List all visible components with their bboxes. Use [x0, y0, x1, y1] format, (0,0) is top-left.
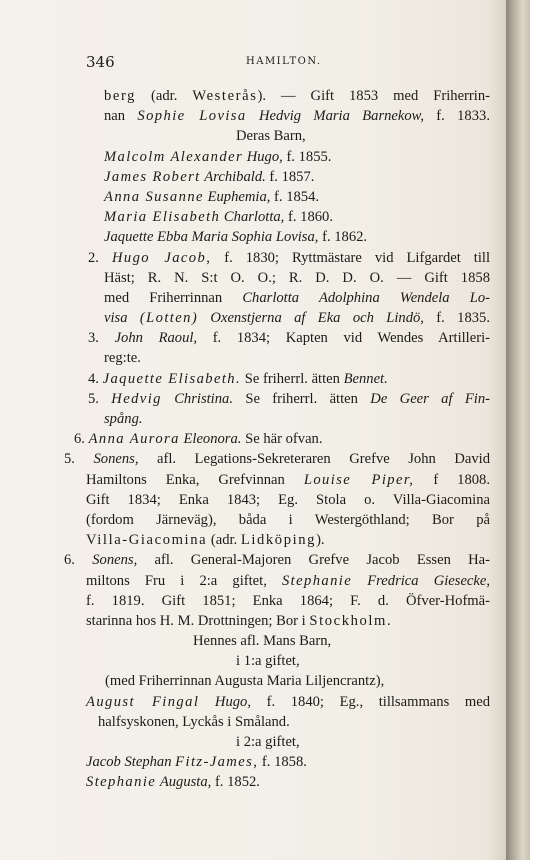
text-run: Sophie Lovisa	[137, 108, 247, 125]
text-run: Charlotta,	[223, 209, 285, 226]
text-run: f. 1830; Ryttmästare vid Lifgardet till	[211, 249, 490, 266]
text-run: med Friherrinnan	[104, 289, 243, 306]
text-line	[64, 752, 490, 772]
text-run: Se friherrl. ätten	[232, 390, 371, 407]
text-run: f. 1835.	[423, 310, 490, 327]
text-line	[64, 147, 490, 167]
text-run: Se här ofvan.	[241, 431, 323, 448]
text-run: Christina.	[174, 390, 233, 407]
text-line	[64, 429, 490, 449]
text-run: i 1:a giftet,	[236, 653, 300, 670]
text-run: reg:te.	[104, 350, 141, 367]
text-line	[64, 550, 490, 570]
text-run: f. 1840; Eg., tillsammans med	[251, 693, 490, 710]
text-run: (adr.	[207, 532, 241, 549]
text-run: Stephanie	[86, 774, 157, 791]
background-margin	[530, 0, 551, 860]
running-title: HAMILTON.	[246, 56, 322, 67]
text-run: f. 1852.	[211, 774, 260, 791]
text-run: miltons Fru i 2:a giftet,	[86, 572, 282, 589]
text-run: (fordom Järneväg), båda i Westergöthland; Bor på	[86, 511, 490, 528]
text-line	[64, 772, 490, 792]
page-header	[80, 53, 490, 73]
text-run: Jaquette Elisabeth.	[102, 370, 242, 387]
text-line	[64, 651, 490, 671]
text-run: Hedvig	[111, 390, 162, 407]
text-run: Oxenstjerna af Eka och Lindö,	[210, 310, 424, 327]
text-run: visa	[104, 310, 140, 327]
text-line	[64, 248, 490, 268]
text-run: f. 1858.	[258, 754, 307, 771]
text-line	[64, 449, 490, 469]
text-run: ). — Gift 1853 med Friherrin-	[257, 88, 490, 104]
text-run: (Lotten)	[139, 310, 199, 327]
text-run: f. 1819. Gift 1851; Enka 1864; F. d. Öfver-Hofmä-	[86, 592, 490, 609]
text-run	[352, 573, 367, 589]
text-line	[64, 571, 490, 591]
text-run: Häst; R. N. S:t O. O.; R. D. D. O. — Gift 1858	[104, 269, 490, 286]
text-run: Stockholm	[309, 612, 388, 629]
text-line	[64, 631, 490, 651]
text-line	[64, 369, 490, 389]
text-line	[64, 106, 490, 126]
text-run: Anna Aurora	[88, 431, 180, 448]
text-line	[64, 732, 490, 752]
text-run: f. 1860.	[284, 209, 333, 226]
text-run	[198, 310, 210, 326]
text-line	[64, 530, 490, 550]
text-line	[64, 227, 490, 247]
text-line	[64, 591, 490, 611]
text-run: Hugo,	[214, 693, 251, 710]
text-run: (med Friherrinnan Augusta Maria Liljencrantz),	[105, 673, 385, 690]
text-line	[64, 288, 490, 308]
text-run: f 1808.	[414, 471, 490, 488]
text-run: 6.	[74, 431, 89, 448]
text-run: Villa-Giacomina	[86, 532, 208, 549]
text-run: Bennet.	[343, 370, 388, 387]
text-line	[64, 470, 490, 490]
page-body	[64, 86, 490, 793]
text-run: Sonens,	[92, 552, 138, 569]
text-line	[64, 490, 490, 510]
text-run	[162, 391, 174, 407]
text-run: Stephanie	[281, 572, 353, 589]
text-run: f. 1855.	[282, 148, 332, 165]
text-line	[64, 409, 490, 429]
text-run: starinna hos H. M. Drottningen; Bor i	[86, 612, 310, 629]
text-run: 5.	[64, 451, 94, 468]
text-line	[64, 86, 490, 106]
text-line	[64, 510, 490, 530]
text-run: Louise Piper,	[303, 471, 415, 488]
text-line	[64, 187, 490, 207]
text-run: (adr.	[136, 88, 193, 104]
text-run: f. 1833.	[423, 108, 490, 125]
text-run: Hedvig Maria Barnekow,	[258, 108, 424, 125]
text-line	[64, 328, 490, 348]
text-run: afl. General-Majoren Grefve Jacob Essen Ha-	[137, 552, 491, 569]
text-line	[64, 126, 490, 146]
text-run: spång.	[104, 411, 143, 427]
text-run: Gift 1834; Enka 1843; Eg. Stola o. Villa-Giacomina	[86, 491, 490, 508]
text-run: Hugo Jacob,	[111, 249, 212, 266]
text-run: f. 1854.	[270, 188, 320, 205]
text-run: f. 1857.	[265, 168, 315, 185]
text-run	[199, 694, 215, 710]
text-run: John Raoul,	[114, 330, 198, 347]
text-run: f. 1862.	[318, 229, 368, 246]
text-line	[64, 692, 490, 712]
text-run: De Geer af Fin-	[370, 390, 490, 407]
text-run: 2.	[88, 249, 112, 266]
text-run: Augusta,	[159, 774, 212, 791]
text-run: Hugo,	[246, 148, 283, 165]
book-gutter	[506, 0, 530, 860]
text-run: i 2:a giftet,	[236, 734, 300, 750]
text-run	[247, 108, 259, 124]
text-run: berg	[104, 88, 137, 104]
text-run: halfsyskonen, Lyckås i Småland.	[98, 713, 290, 730]
text-line	[64, 268, 490, 288]
text-run: Anna Susanne	[104, 188, 204, 205]
text-run: Euphemia,	[207, 188, 271, 205]
text-run: Jaquette Ebba Maria Sophia Lovisa,	[104, 229, 319, 246]
text-run: .	[387, 612, 391, 629]
text-run: Archibald.	[204, 168, 266, 185]
text-run: Se friherrl. ätten	[241, 370, 344, 387]
text-line	[64, 348, 490, 368]
text-run: Hennes afl. Mans Barn,	[193, 633, 332, 650]
text-line	[64, 712, 490, 732]
text-line	[64, 611, 490, 631]
text-run: Hamiltons Enka, Grefvinnan	[86, 471, 304, 488]
text-run: f. 1834; Kapten vid Wendes Artilleri-	[197, 330, 490, 347]
text-run: 4.	[88, 370, 103, 387]
text-run: Maria Elisabeth	[104, 209, 221, 226]
text-run: afl. Legations-Sekreteraren Grefve John David	[138, 451, 490, 468]
text-line	[64, 207, 490, 227]
page-number: 346	[86, 53, 115, 71]
text-run: Westerås	[192, 88, 258, 104]
text-run: 6.	[64, 552, 93, 569]
text-run: James Robert	[104, 168, 201, 185]
text-run: Eleonora.	[183, 431, 242, 448]
text-run: 5.	[88, 390, 112, 407]
text-run: Fredrica Giesecke,	[367, 572, 491, 589]
text-run: 3.	[88, 330, 115, 347]
text-run: Malcolm Alexander	[104, 148, 244, 165]
text-line	[64, 167, 490, 187]
text-run: ).	[316, 532, 325, 549]
text-run: Jacob Stephan	[86, 754, 172, 771]
text-run: August Fingal	[86, 693, 200, 710]
text-run: Charlotta Adolphina Wendela Lo-	[242, 289, 490, 306]
text-run: Fitz-James,	[175, 754, 259, 771]
text-line	[64, 389, 490, 409]
text-line	[64, 671, 490, 691]
text-run: Deras Barn,	[236, 128, 306, 145]
text-run: nan	[104, 108, 138, 125]
text-run: Lidköping	[240, 532, 317, 549]
text-run: Sonens,	[93, 451, 139, 468]
text-line	[64, 308, 490, 328]
